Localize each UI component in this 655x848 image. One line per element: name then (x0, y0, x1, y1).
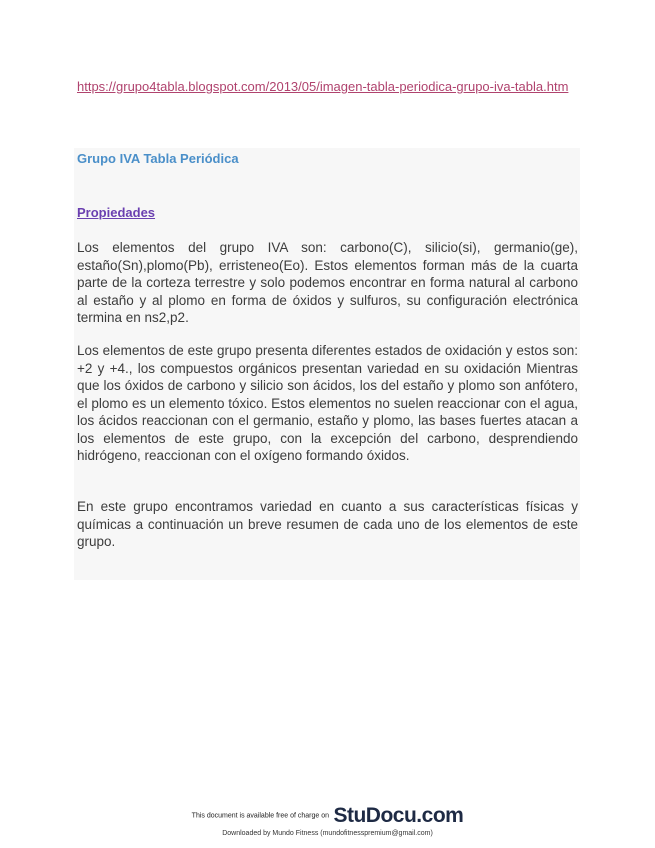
source-link[interactable]: https://grupo4tabla.blogspot.com/2013/05/imagen-tabla-periodica-grupo-iva-tabla.htm (77, 79, 569, 94)
studocu-logo[interactable]: StuDocu.com (333, 804, 464, 827)
paragraph-1: Los elementos del grupo IVA son: carbono(C), silicio(si), germanio(ge), estaño(Sn),plomo(Pb), erristeneo(Eo). Estos elementos forman más de la cuarta parte de la corteza terrestre y solo podemos encontrar en forma natural al carbono al estaño y al plomo en forma de óxidos y sulfuros, su configuración electrónica termina en ns2,p2. (77, 240, 578, 325)
footer-notice (0, 804, 655, 828)
section-title: Grupo IVA Tabla Periódica (77, 151, 239, 166)
properties-heading: Propiedades (77, 205, 156, 220)
paragraph-2: Los elementos de este grupo presenta diferentes estados de oxidación y estos son: +2 y +4., los compuestos orgánicos presentan variedad en su oxidación Mientras que los óxidos de carbono y silicio son ácidos, los del estaño y plomo son anfótero, el plomo es un elemento tóxico. Estos elementos no suelen reaccionar con el agua, los ácidos reaccionan con el germanio, estaño y plomo, las bases fuertes atacan a los elementos de este grupo, con la excepción del carbono, desprendiendo hidrógeno, reaccionan con el oxígeno formando óxidos. (77, 343, 578, 463)
footer-downloaded: Downloaded by Mundo Fitness (mundofitnesspremium@gmail.com) (222, 830, 433, 837)
paragraph-3: En este grupo encontramos variedad en cuanto a sus características físicas y químicas a continuación un breve resumen de cada uno de los elementos de este grupo. (77, 499, 578, 549)
footer-notice-text: This document is available free of charge on (191, 812, 330, 820)
